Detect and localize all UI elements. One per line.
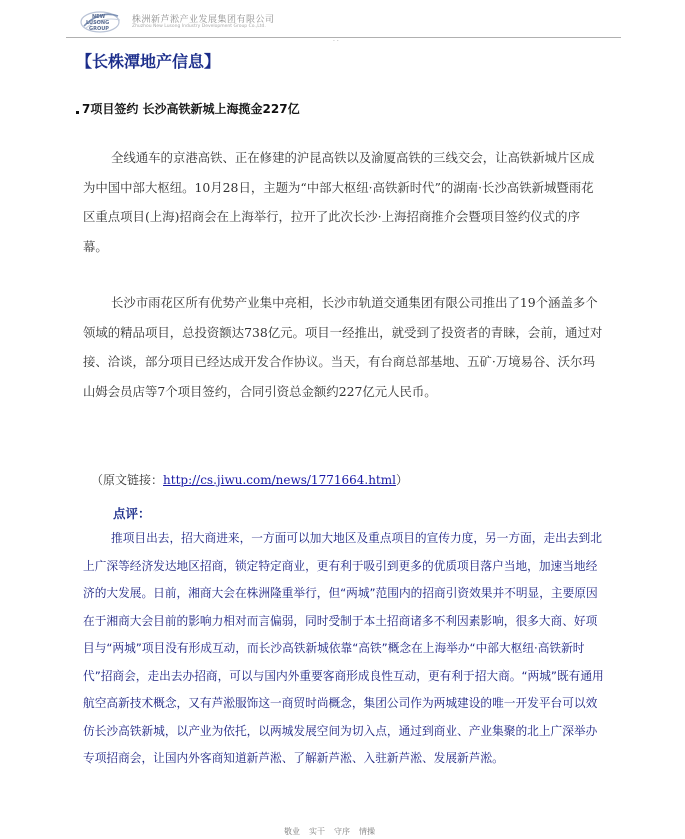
footer-item: 敬业 [284, 827, 300, 836]
source-suffix: ） [395, 473, 408, 487]
comment-paragraph [83, 525, 608, 773]
paragraph-2-text: 长沙市雨花区所有优势产业集中亮相，长沙市轨道交通集团有限公司推出了19个涵盖多个领域的精品项目，总投资额达738亿元。项目一经推出，就受到了投资者的青睐，会前，通过对接、洽谈，部分项目已经达成开发合作协议。当天，有台商总部基地、五矿·万境易谷、沃尔玛山姆会员店等7个项目签约，合同引资总金额约227亿元人民币。 [83, 295, 603, 399]
article-paragraph-2 [83, 288, 603, 406]
svg-text:LUSONG: LUSONG [86, 20, 110, 26]
title-bullet-icon [76, 111, 79, 114]
source-prefix: （原文链接： [91, 473, 164, 487]
source-link[interactable]: http://cs.jiwu.com/news/1771664.html [163, 473, 396, 487]
footer-item: 实干 [309, 827, 325, 836]
comment-label: 点评： [113, 506, 151, 521]
svg-text:GROUP: GROUP [89, 26, 109, 32]
article-paragraph-1 [83, 143, 603, 261]
paragraph-1-text: 全线通车的京港高铁、正在修建的沪昆高铁以及渝厦高铁的三线交会，让高铁新城片区成为中国中部大枢纽。10月28日，主题为“中部大枢纽·高铁新时代”的湖南·长沙高铁新城暨雨花区重点项目(上海)招商会在上海举行，拉开了此次长沙·上海招商推介会暨项目签约仪式的序幕。 [83, 150, 595, 254]
svg-text:NEW: NEW [92, 14, 106, 20]
company-logo [80, 8, 126, 34]
page-footer [284, 826, 384, 837]
source-line [91, 471, 408, 488]
section-title: 【长株潭地产信息】 [76, 52, 221, 71]
logo-mark-icon [80, 8, 126, 34]
header-divider [66, 37, 621, 38]
page-header [66, 6, 621, 45]
company-name-en: Zhuzhou New Lusong Industry Development Group Co.,Ltd. [132, 24, 266, 29]
comment-text: 推项目出去，招大商进来，一方面可以加大地区及重点项目的宣传力度，另一方面，走出去到北上广深等经济发达地区招商，锁定特定商业，更有利于吸引到更多的优质项目落户当地，加速当地经济的大发展。日前，湘商大会在株洲隆重举行，但“两城”范围内的招商引资效果并不明显，主要原因在于湘商大会目前的影响力相对而言偏弱，同时受制于本土招商诸多不利因素影响，很多大商、好项目与“两城”项目没有形成互动，而长沙高铁新城依靠“高铁”概念在上海举办“中部大枢纽·高铁新时代”招商会，走出去办招商，可以与国内外重要客商形成良性互动，更有利于招大商。“两城”既有通用航空高新技术概念，又有芦淞服饰这一商贸时尚概念，集团公司作为两城建设的唯一开发平台可以效仿长沙高铁新城，以产业为依托，以两城发展空间为切入点，通过到商业、产业集聚的北上广深举办专项招商会，让国内外客商知道新芦淞、了解新芦淞、入驻新芦淞、发展新芦淞。 [83, 531, 604, 765]
footer-item: 守序 [334, 827, 350, 836]
footer-item: 情操 [359, 827, 375, 836]
company-name-cn: 株洲新芦淞产业发展集团有限公司 [132, 15, 275, 25]
header-dots: · · [333, 38, 339, 45]
article-title: 7项目签约 长沙高铁新城上海揽金227亿 [82, 102, 300, 116]
